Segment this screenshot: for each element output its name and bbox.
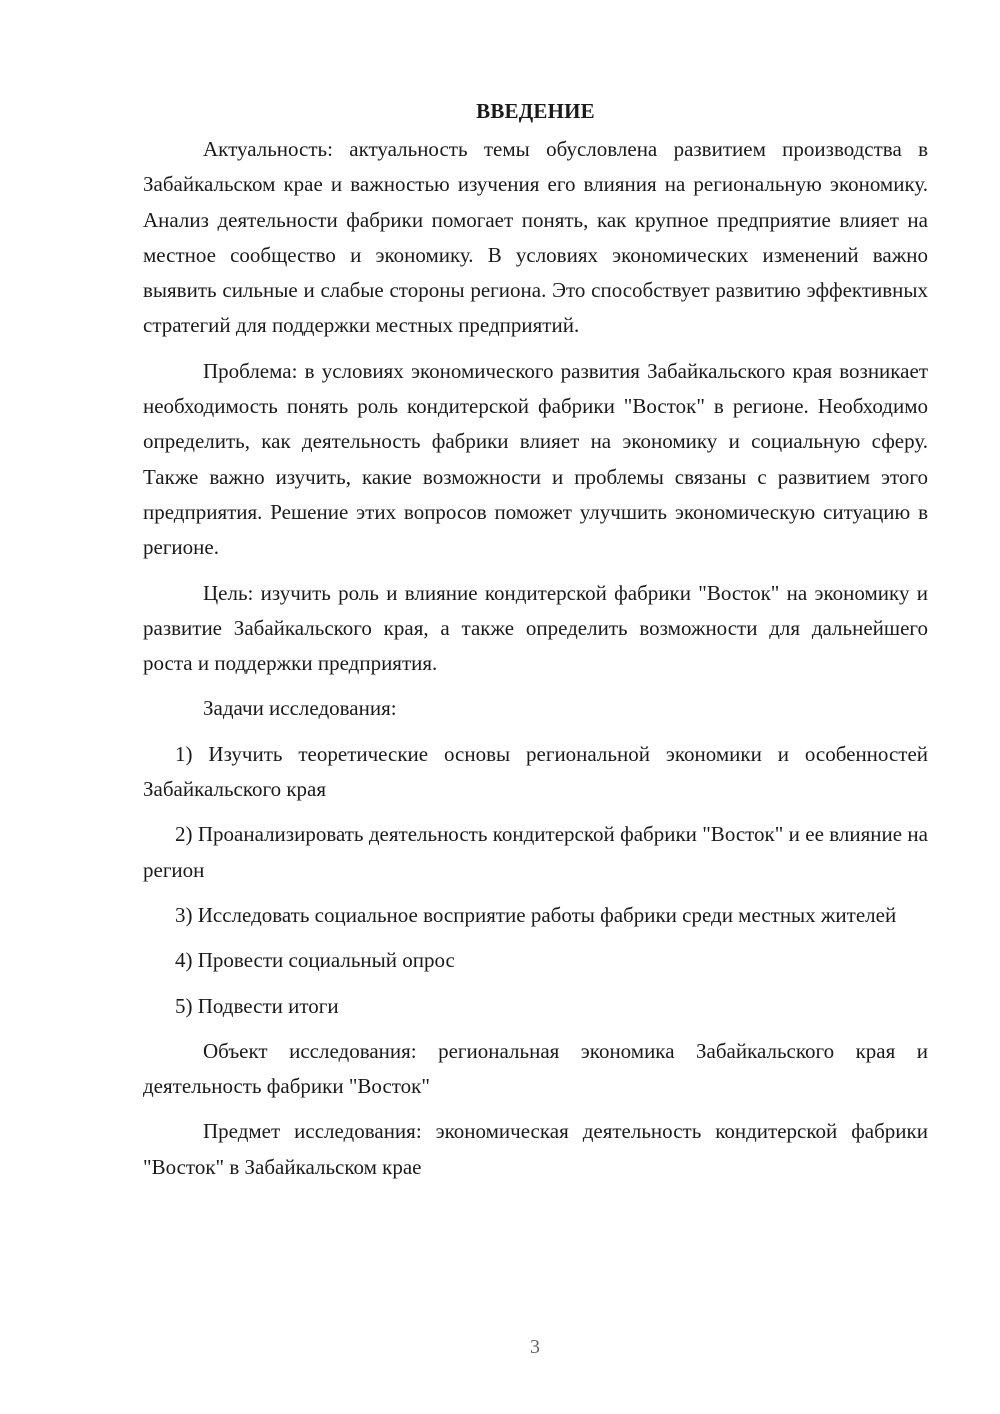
paragraph-goal: Цель: изучить роль и влияние кондитерской фабрики "Восток" на экономику и развитие Забайкальского края, а также определить возможности для дальнейшего роста и поддержки предприятия.: [143, 580, 928, 676]
paragraph-object: Объект исследования: региональная экономика Забайкальского края и деятельность фабрики "Восток": [143, 1038, 928, 1099]
task-item-4: 4) Провести социальный опрос: [175, 948, 455, 973]
text-body: [143, 96, 928, 1195]
paragraph-subject: Предмет исследования: экономическая деятельность кондитерской фабрики "Восток" в Забайкальском крае: [143, 1119, 928, 1179]
paragraph-relevance: Актуальность: актуальность темы обусловлена развитием производства в Забайкальском крае и важностью изучения его влияния на региональную экономику. Анализ деятельности фабрики помогает понять, как крупное предприятие влияет на местное сообщество и экономику. В условиях экономических изменений важно выявить сильные и слабые стороны региона. Это способствует развитию эффективных стратегий для поддержки местных предприятий.: [143, 137, 928, 338]
task-item-2: 2) Проанализировать деятельность кондитерской фабрики "Восток" и ее влияние на регион: [143, 822, 928, 882]
task-item-5: 5) Подвести итоги: [175, 993, 339, 1018]
paragraph-problem: Проблема: в условиях экономического развития Забайкальского края возникает необходимость понять роль кондитерской фабрики "Восток" в регионе. Необходимо определить, как деятельность фабрики влияет на экономику и социальную сферу. Также важно изучить, какие возможности и проблемы связаны с развитием этого предприятия. Решение этих вопросов поможет улучшить экономическую ситуацию в регионе.: [143, 358, 928, 560]
page-title: ВВЕДЕНИЕ: [476, 99, 595, 123]
task-item-3: 3) Исследовать социальное восприятие работы фабрики среди местных жителей: [175, 902, 897, 927]
page-number: 3: [530, 1336, 540, 1358]
tasks-title: Задачи исследования:: [203, 696, 397, 721]
task-item-1: 1) Изучить теоретические основы региональной экономики и особенностей Забайкальского края: [143, 741, 928, 802]
